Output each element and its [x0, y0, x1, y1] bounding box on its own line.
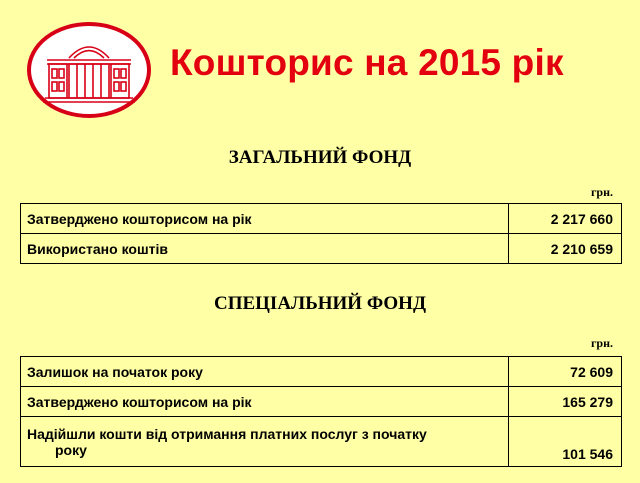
- row-label: Використано коштів: [21, 234, 509, 264]
- table-row: [21, 234, 622, 264]
- special-fund-unit: грн.: [590, 336, 613, 350]
- table-row: [21, 417, 622, 467]
- table-row: [21, 387, 622, 417]
- row-value: 2 210 659: [509, 234, 622, 264]
- row-label: Залишок на початок року: [21, 357, 509, 387]
- general-fund-unit: грн.: [590, 185, 613, 199]
- row-label: [21, 417, 509, 467]
- row-value: 2 217 660: [509, 204, 622, 234]
- special-fund-heading: СПЕЦІАЛЬНИЙ ФОНД: [213, 293, 427, 314]
- row-label-line1: Надійшли кошти від отримання платних послуг з початку: [27, 425, 427, 442]
- general-fund-heading: ЗАГАЛЬНИЙ ФОНД: [228, 147, 412, 168]
- table-row: [21, 357, 622, 387]
- row-label-line2: року: [55, 441, 87, 458]
- row-label: Затверджено кошторисом на рік: [21, 204, 509, 234]
- row-value: 72 609: [509, 357, 622, 387]
- page-title: Кошторис на 2015 рік: [170, 42, 564, 83]
- row-value: 165 279: [509, 387, 622, 417]
- row-label: Затверджено кошторисом на рік: [21, 387, 509, 417]
- building-logo-icon: [27, 22, 151, 118]
- table-row: [21, 204, 622, 234]
- row-value: 101 546: [509, 417, 622, 467]
- special-fund-table: [20, 356, 622, 467]
- general-fund-table: [20, 203, 622, 264]
